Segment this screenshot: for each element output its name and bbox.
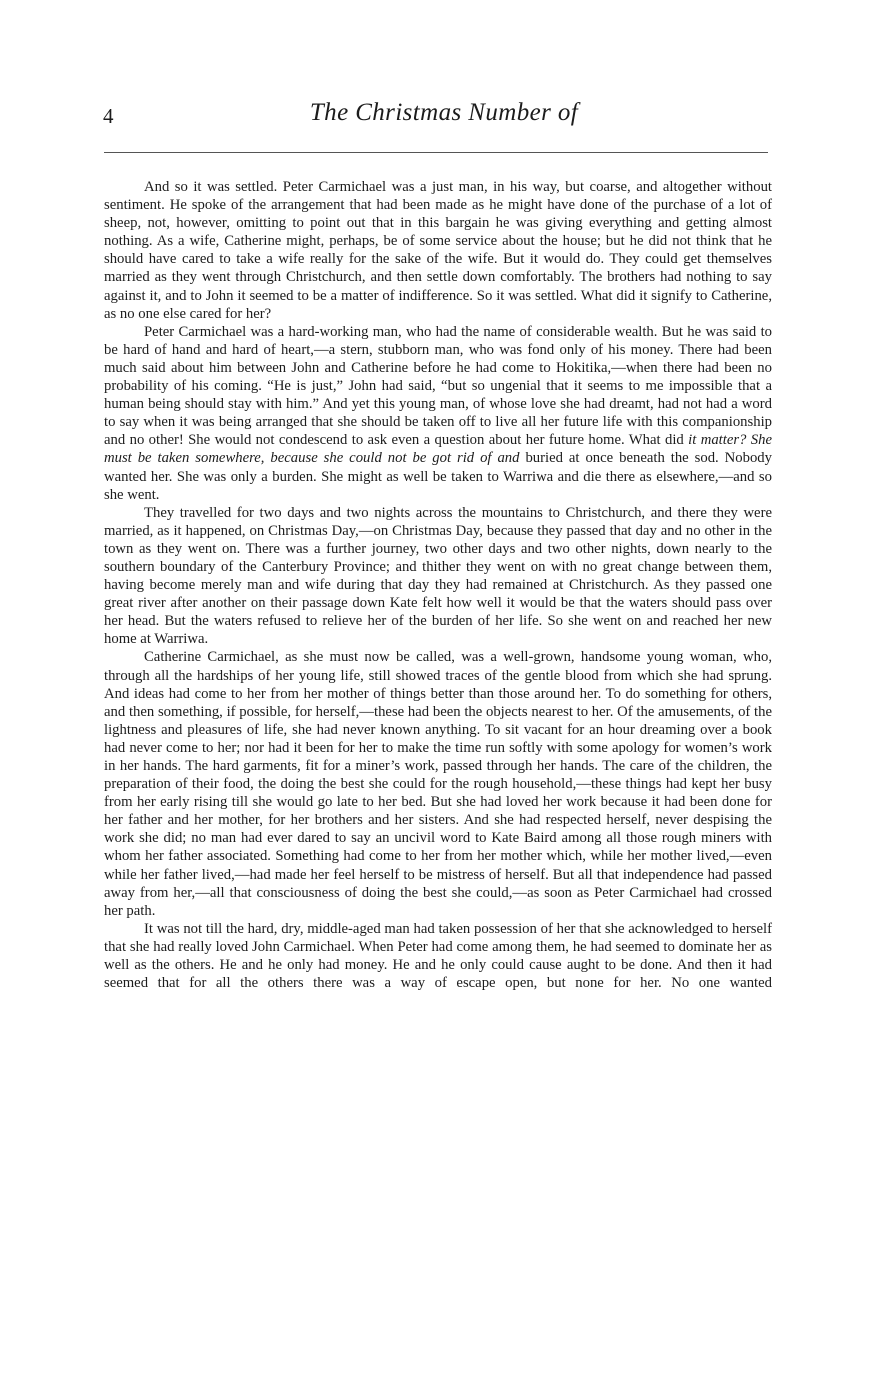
paragraph: And so it was settled. Peter Carmichael was a just man, in his way, but coarse, and altogether without sentiment. He spoke of the arrangement that had been made as he might have done of the purchase of a lot of sheep, not, however, omitting to point out that in this bargain he was giving everything and getting almost nothing. As a wife, Catherine might, perhaps, be of some service about the house; but he did not think that he should have cared to take a wife really for the sake of the wife. But it would do. They could get themselves married as they went through Christchurch, and then settle down comfortably. The brothers had nothing to say against it, and to John it seemed to be a matter of indifference. So it was settled. What did it signify to Catherine, as no one else cared for her? [104,179,772,322]
paragraph: Catherine Carmichael, as she must now be called, was a well-grown, handsome young woman, who, through all the hardships of her young life, still showed traces of the gentle blood from which she had sprung. And ideas had come to her from her mother of things better than those around her. To do something for others, and then something, if possible, for herself,—these had been the objects nearest to her. Of the amusements, of the lightness and pleasures of life, she had never known anything. To sit vacant for an hour dreaming over a book had never come to her; nor had it been for her to make the time run softly with some apology for women’s work in her hands. The hard garments, fit for a miner’s work, passed through her hands. The care of the children, the preparation of their food, the doing the best she could for the rough household,—these things had kept her busy from her early rising till she would go late to her bed. But she had loved her work because it had been done for her father and her mother, for her brothers and her sisters. And she had respected herself, never despising the work she did; no man had ever dared to say an uncivil word to Kate Baird among all those rough miners with whom her father associated. Something had come to her from her mother which, while her mother lived,—even while her father lived,—had made her feel herself to be mistress of herself. But all that independence had passed away from her,—all that consciousness of doing the best she could,—as soon as Peter Carmichael had crossed her path. [104,649,772,919]
paragraph: It was not till the hard, dry, middle-aged man had taken possession of her that she acknowledged to herself that she had really loved John Carmichael. When Peter had come among them, he had seemed to dominate her as well as the others. He and he only had money. He and he only could cause aught to be done. And then it had seemed that for all the others there was a way of escape open, but none for her. No one wanted [104,920,772,992]
paragraph-text: buried at once beneath the sod. Nobody wanted her. She was only a burden. She might as well be taken to Warriwa and die there as elsewhere,—and so she went. [104,450,772,503]
paragraph-text: Peter Carmichael was a hard-working man, who had the name of considerable wealth. But he was said to be hard of hand and hard of heart,—a stern, stubborn man, who was fond only of his money. There had been much said about him between John and Catherine before he had come to Hokitika,—when there had been no probability of his coming. “He is just,” John had said, “but so ungenial that it seems to me impossible that a human being should stay with him.” And yet this young man, of whose love she had dreamt, had not had a word to say when it was being arranged that she should be taken off to live all her future life with this companionship and no other! She would not condescend to ask even a question about her future home. What did [104,323,772,449]
body-text [104,178,772,992]
paragraph-italic-text: it matter? She must be taken somewhere, because she could not be got rid of and [104,432,773,467]
paragraph: They travelled for two days and two nights across the mountains to Christchurch, and there they were married, as it happened, on Christmas Day,—on Christmas Day, because they passed that day and no other in the town as they went on. There was a further journey, two other days and two other nights, down nearly to the southern boundary of the Canterbury Province; and thither they went on with no great change between them, having become merely man and wife during that day they had remained at Christchurch. As they passed one great river after another on their passage down Kate felt how well it would be that the waters should pass over her head. But the waters refused to relieve her of the burden of her life. So she went on and reached her new home at Warriwa. [104,504,772,648]
page-number: 4 [103,104,114,128]
header-rule [104,152,768,153]
paragraph [104,323,772,504]
running-title: The Christmas Number of [309,99,579,126]
